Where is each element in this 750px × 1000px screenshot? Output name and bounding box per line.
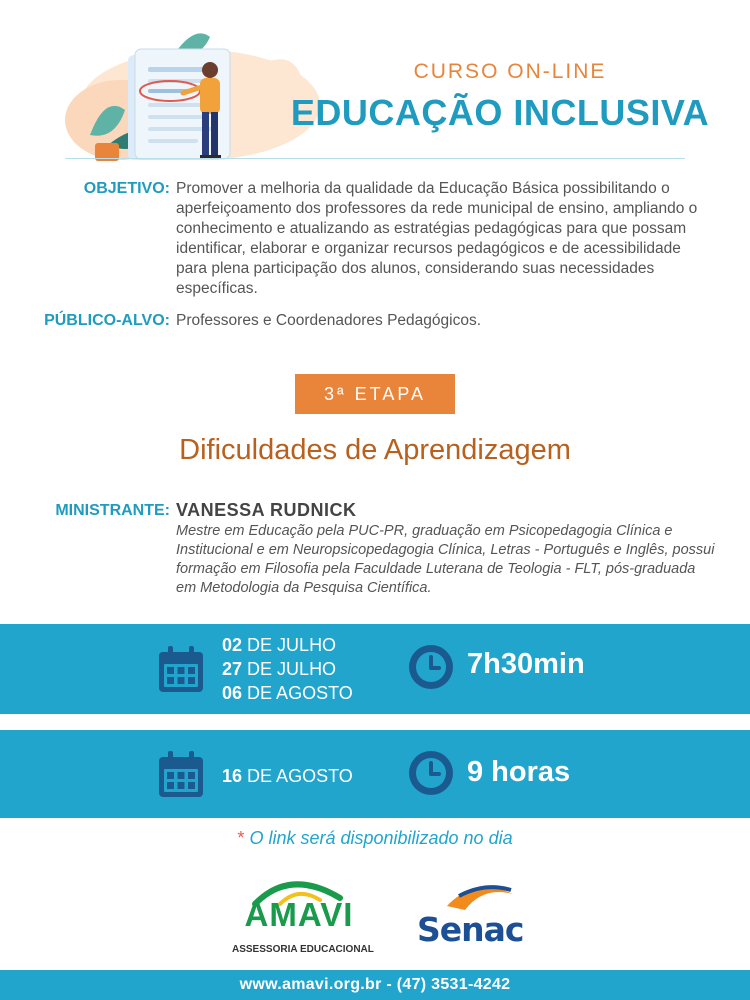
date-item [222,764,353,788]
module-title: Dificuldades de Aprendizagem [179,434,571,466]
course-title: EDUCAÇÃO INCLUSIVA [290,92,710,133]
date-month: DE AGOSTO [247,683,353,703]
objetivo-label: OBJETIVO: [83,180,170,197]
date-day: 27 [222,659,243,679]
date-item [222,633,353,657]
calendar-icon [157,749,205,799]
senac-logo [415,882,525,952]
note-text: O link será disponibilizado no dia [249,828,513,848]
footer-contact: www.amavi.org.br - (47) 3531-4242 [0,970,750,1000]
clock-icon [407,643,455,691]
amavi-subtitle: ASSESSORIA EDUCACIONAL [232,944,374,955]
date-month: DE AGOSTO [247,766,353,786]
publico-alvo-label: PÚBLICO-ALVO: [44,312,170,329]
amavi-logo [232,876,374,966]
course-label: CURSO ON-LINE [413,60,607,83]
header-divider [65,158,685,159]
amavi-wordmark: AMAVI [244,896,354,933]
schedule-band-2 [0,730,750,818]
date-month: DE JULHO [247,635,337,655]
schedule-band-1 [0,624,750,714]
time-duration: 7h30min [467,648,585,680]
senac-wordmark: Senac [417,910,524,949]
ministrante-name: VANESSA RUDNICK [176,500,357,520]
date-day: 02 [222,635,243,655]
note-asterisk: * [237,828,245,848]
ministrante-label: MINISTRANTE: [55,502,170,519]
clock-icon [407,749,455,797]
time-duration: 9 horas [467,756,571,788]
objetivo-text: Promover a melhoria da qualidade da Educação Básica possibilitando o aperfeiçoamento dos professores da rede municipal de ensino, ampliando o conhecimento e atualizando as estratégias pedagógicas para que possam identificar, elaborar e organizar recursos pedagógicos e de acessibilidade para plena participação dos alunos, considerando suas necessidades específicas. [176,180,698,297]
date-item [222,657,353,681]
date-day: 06 [222,683,243,703]
date-day: 16 [222,766,243,786]
senac-swoosh-graphic [445,882,515,912]
date-item [222,681,353,705]
date-list [222,633,353,705]
date-month: DE JULHO [247,659,337,679]
ministrante-bio: Mestre em Educação pela PUC-PR, graduação em Psicopedagogia Clínica e Institucional e em Neuropsicopedagogia Clínica, Letras - Português e Inglês, possui formação em Filosofia pela Faculdade Luterana de Teologia - FLT, pós-graduada em Metodologia da Pesquisa Científica. [176,523,715,596]
calendar-icon [157,644,205,694]
stage-badge: 3ª ETAPA [295,374,455,414]
publico-alvo-text: Professores e Coordenadores Pedagógicos. [176,312,482,329]
link-note [0,828,750,849]
